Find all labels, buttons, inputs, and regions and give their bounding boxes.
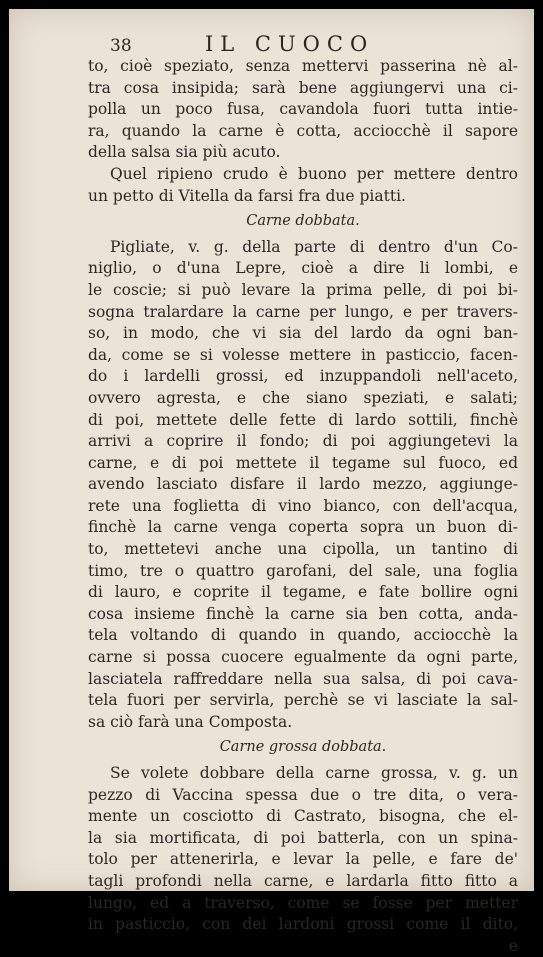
page-number: 38 (110, 36, 132, 56)
section-2-text (88, 763, 518, 957)
text-line: in pasticcio, con dei lardoni grossi come il dito, (88, 915, 518, 934)
text-line: carne si possa cuocere egualmente da ogni parte, (88, 648, 518, 667)
text-line: tra cosa insipida; sarà bene aggiungervi una ci- (88, 78, 518, 97)
text-line: finchè la carne venga coperta sopra un buon di- (88, 518, 518, 537)
section-title-carne-grossa-dobbata: Carne grossa dobbata. (219, 739, 387, 756)
section-title-carne-dobbata: Carne dobbata. (246, 213, 360, 230)
text-line: di lauro, e coprite il tegame, e fate bollire ogni (88, 583, 518, 602)
text-line: rete una foglietta di vino bianco, con dell'acqua, (88, 496, 518, 515)
text-line: sogna tralardare la carne per lungo, e per travers- (88, 302, 518, 321)
text-line: lasciatela raffreddare nella sua salsa, di poi cava- (88, 669, 518, 688)
text-line: so, in modo, che vi sia del lardo da ogni ban- (88, 324, 518, 343)
text-line: to, cioè speziato, senza mettervi passerina nè al- (88, 57, 518, 75)
text-line: lungo, ed a traverso, come se fosse per metter (88, 893, 518, 912)
text-line: do i lardelli grossi, ed inzuppandoli nell'aceto, (88, 367, 518, 386)
text-line: sa ciò farà una Composta. (88, 712, 293, 731)
text-line: ovvero agresta, e che siano speziati, e salati; (88, 388, 518, 407)
paragraph-2 (88, 164, 518, 207)
text-line: to, mettetevi anche una cipolla, un tantino di (88, 540, 518, 559)
text-line: la sia mortificata, di poi batterla, con un spina- (88, 828, 518, 847)
text-line: di poi, mettete delle fette di lardo sottili, finchè (88, 410, 518, 429)
paragraph-1 (88, 56, 518, 164)
text-line: le coscie; si può levare la prima pelle, di poi bi- (88, 280, 518, 299)
text-line: da, come se si volesse mettere in pasticcio, facen- (88, 345, 518, 364)
text-line: niglio, o d'una Lepre, cioè a dire li lombi, e (88, 259, 518, 278)
book-page (9, 9, 534, 955)
text-line: Se volete dobbare della carne grossa, v. g. un (110, 764, 518, 782)
page-text (88, 56, 518, 957)
catchword: e (508, 936, 518, 955)
text-line: tela voltando di quando in quando, acciocchè la (88, 626, 518, 645)
text-line: timo, tre o quattro garofani, del sale, una foglia (88, 561, 518, 580)
text-line: tolo per attenerirla, e levar la pelle, e fare de' (88, 850, 518, 869)
running-title: IL CUOCO (205, 32, 375, 56)
text-line: ra, quando la carne è cotta, acciocchè il sapore (88, 121, 518, 140)
text-line: tagli profondi nella carne, e lardarla fitto fitto a (88, 871, 518, 890)
text-line: carne, e di poi mettete il tegame sul fuoco, ed (88, 453, 518, 472)
text-line: arrivi a coprire il fondo; di poi aggiungetevi la (88, 432, 518, 451)
section-1-text (88, 237, 518, 734)
text-line: un petto di Vitella da farsi fra due piatti. (88, 186, 406, 205)
text-line: tela fuori per servirla, perchè se vi lasciate la sal- (88, 691, 518, 710)
text-line: cosa insieme finchè la carne sia ben cotta, anda- (88, 604, 518, 623)
text-line: pezzo di Vaccina spessa due o tre dita, o vera- (88, 785, 518, 804)
text-line: mente un cosciotto di Castrato, bisogna, che el- (88, 807, 518, 826)
text-line: polla un poco fusa, cavandola fuori tutta intie- (88, 100, 518, 119)
text-line: avendo lasciato disfare il lardo mezzo, aggiunge- (88, 475, 518, 494)
text-line: Pigliate, v. g. della parte di dentro d'un Co- (110, 237, 518, 256)
page-header (9, 32, 534, 56)
text-line: della salsa sia più acuto. (88, 143, 281, 162)
text-line: Quel ripieno crudo è buono per mettere dentro (110, 164, 518, 183)
